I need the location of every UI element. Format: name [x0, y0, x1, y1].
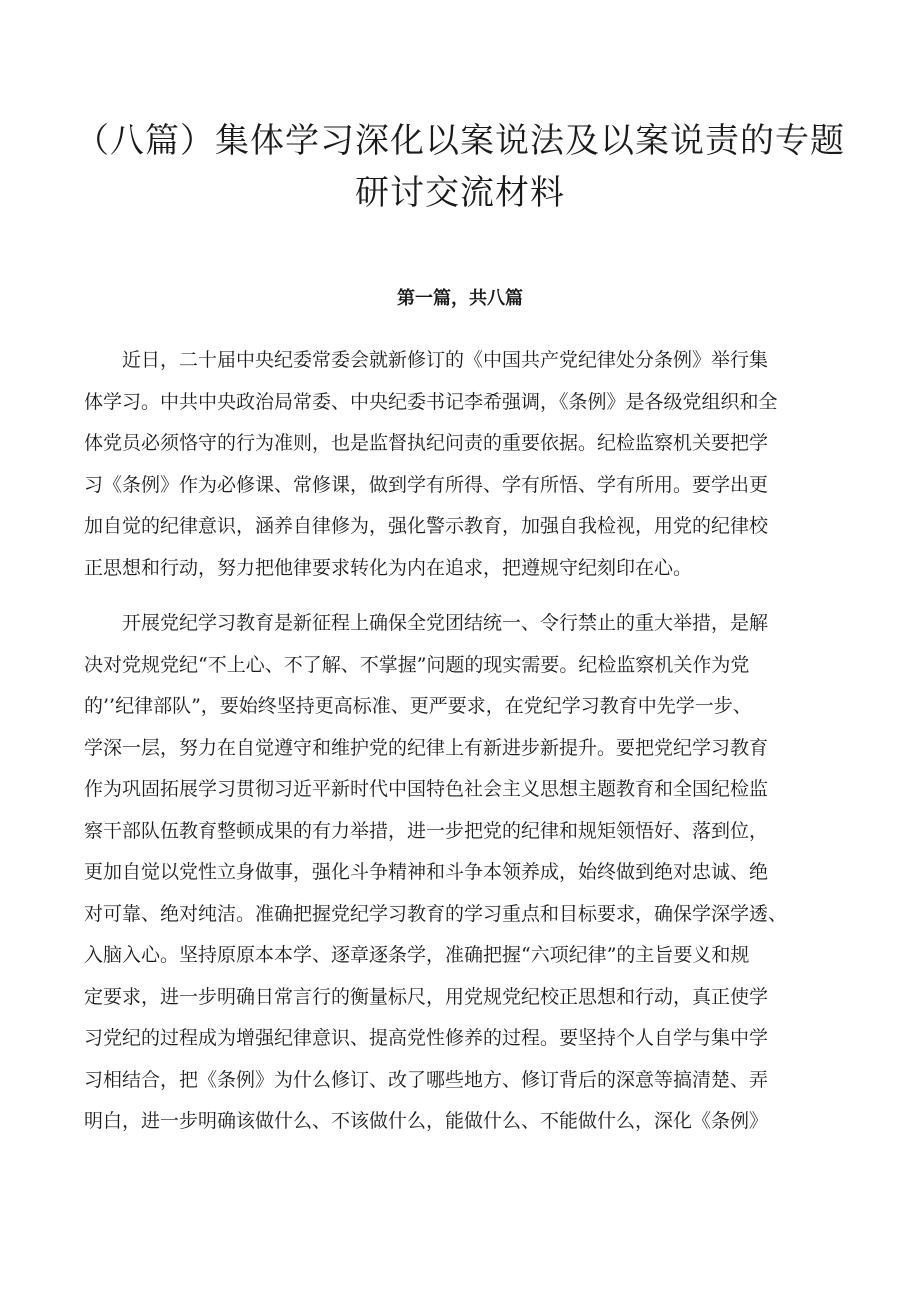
text-line: 更加自觉以党性立身做事，强化斗争精神和斗争本领养成，始终做到绝对忠诚、绝 [84, 861, 769, 883]
text-line: 体党员必须恪守的行为准则，也是监督执纪问责的重要依据。纪检监察机关要把学 [84, 432, 769, 454]
text-line: 近日，二十届中央纪委常委会就新修订的《中国共产党纪律处分条例》举行集 [84, 349, 769, 371]
document-title [60, 115, 860, 219]
text-line: 对可靠、绝对纯洁。准确把握党纪学习教育的学习重点和目标要求，确保学深学透、 [84, 902, 788, 925]
part-heading: 第一篇，共八篇 [397, 288, 523, 309]
text-line: 开展党纪学习教育是新征程上确保全党团结统一、令行禁止的重大举措，是解 [84, 612, 769, 634]
text-line: 的’’纪律部队”，要始终坚持更高标准、更严要求，在党纪学习教育中先学一步、 [84, 695, 752, 717]
text-line: 体学习。中共中央政治局常委、中央纪委书记李希强调，《条例》是各级党组织和全 [84, 390, 778, 413]
text-line: 作为巩固拓展学习贯彻习近平新时代中国特色社会主义思想主题教育和全国纪检监 [84, 778, 769, 800]
paragraph-1 [84, 340, 864, 589]
text-line: 学深一层，努力在自觉遵守和维护党的纪律上有新进步新提升。要把党纪学习教育 [84, 736, 769, 759]
paragraph-2 [84, 603, 864, 1143]
title-line-2: 研讨交流材料 [355, 173, 565, 213]
text-line: 正思想和行动，努力把他律要求转化为内在追求，把遵规守纪刻印在心。 [84, 556, 693, 579]
text-line: 入脑入心。坚持原原本本学、逐章逐条学，准确把握“六项纪律”的主旨要义和规 [84, 944, 750, 966]
text-line: 加自觉的纪律意识，涵养自律修为，强化警示教育，加强自我检视，用党的纪律校 [84, 515, 769, 537]
title-line-1: （八篇）集体学习深化以案说法及以案说责的专题 [75, 121, 845, 161]
text-line: 决对党规党纪“不上心、不了解、不掌握”问题的现实需要。纪检监察机关作为党 [84, 653, 750, 676]
text-line: 察干部队伍教育整顿成果的有力举措，进一步把党的纪律和规矩领悟好、落到位， [84, 819, 769, 842]
text-line: 习《条例》作为必修课、常修课，做到学有所得、学有所悟、学有所用。要学出更 [84, 473, 769, 496]
text-line: 定要求，进一步明确日常言行的衡量标尺，用党规党纪校正思想和行动，真正使学 [84, 985, 769, 1008]
text-line: 习相结合，把《条例》为什么修订、改了哪些地方、修订背后的深意等搞清楚、弄 [84, 1068, 769, 1091]
text-line: 明白，进一步明确该做什么、不该做什么，能做什么、不能做什么，深化《条例》 [84, 1110, 769, 1132]
text-line: 习党纪的过程成为增强纪律意识、提高党性修养的过程。要坚持个人自学与集中学 [84, 1027, 769, 1049]
document-body [84, 340, 864, 1157]
